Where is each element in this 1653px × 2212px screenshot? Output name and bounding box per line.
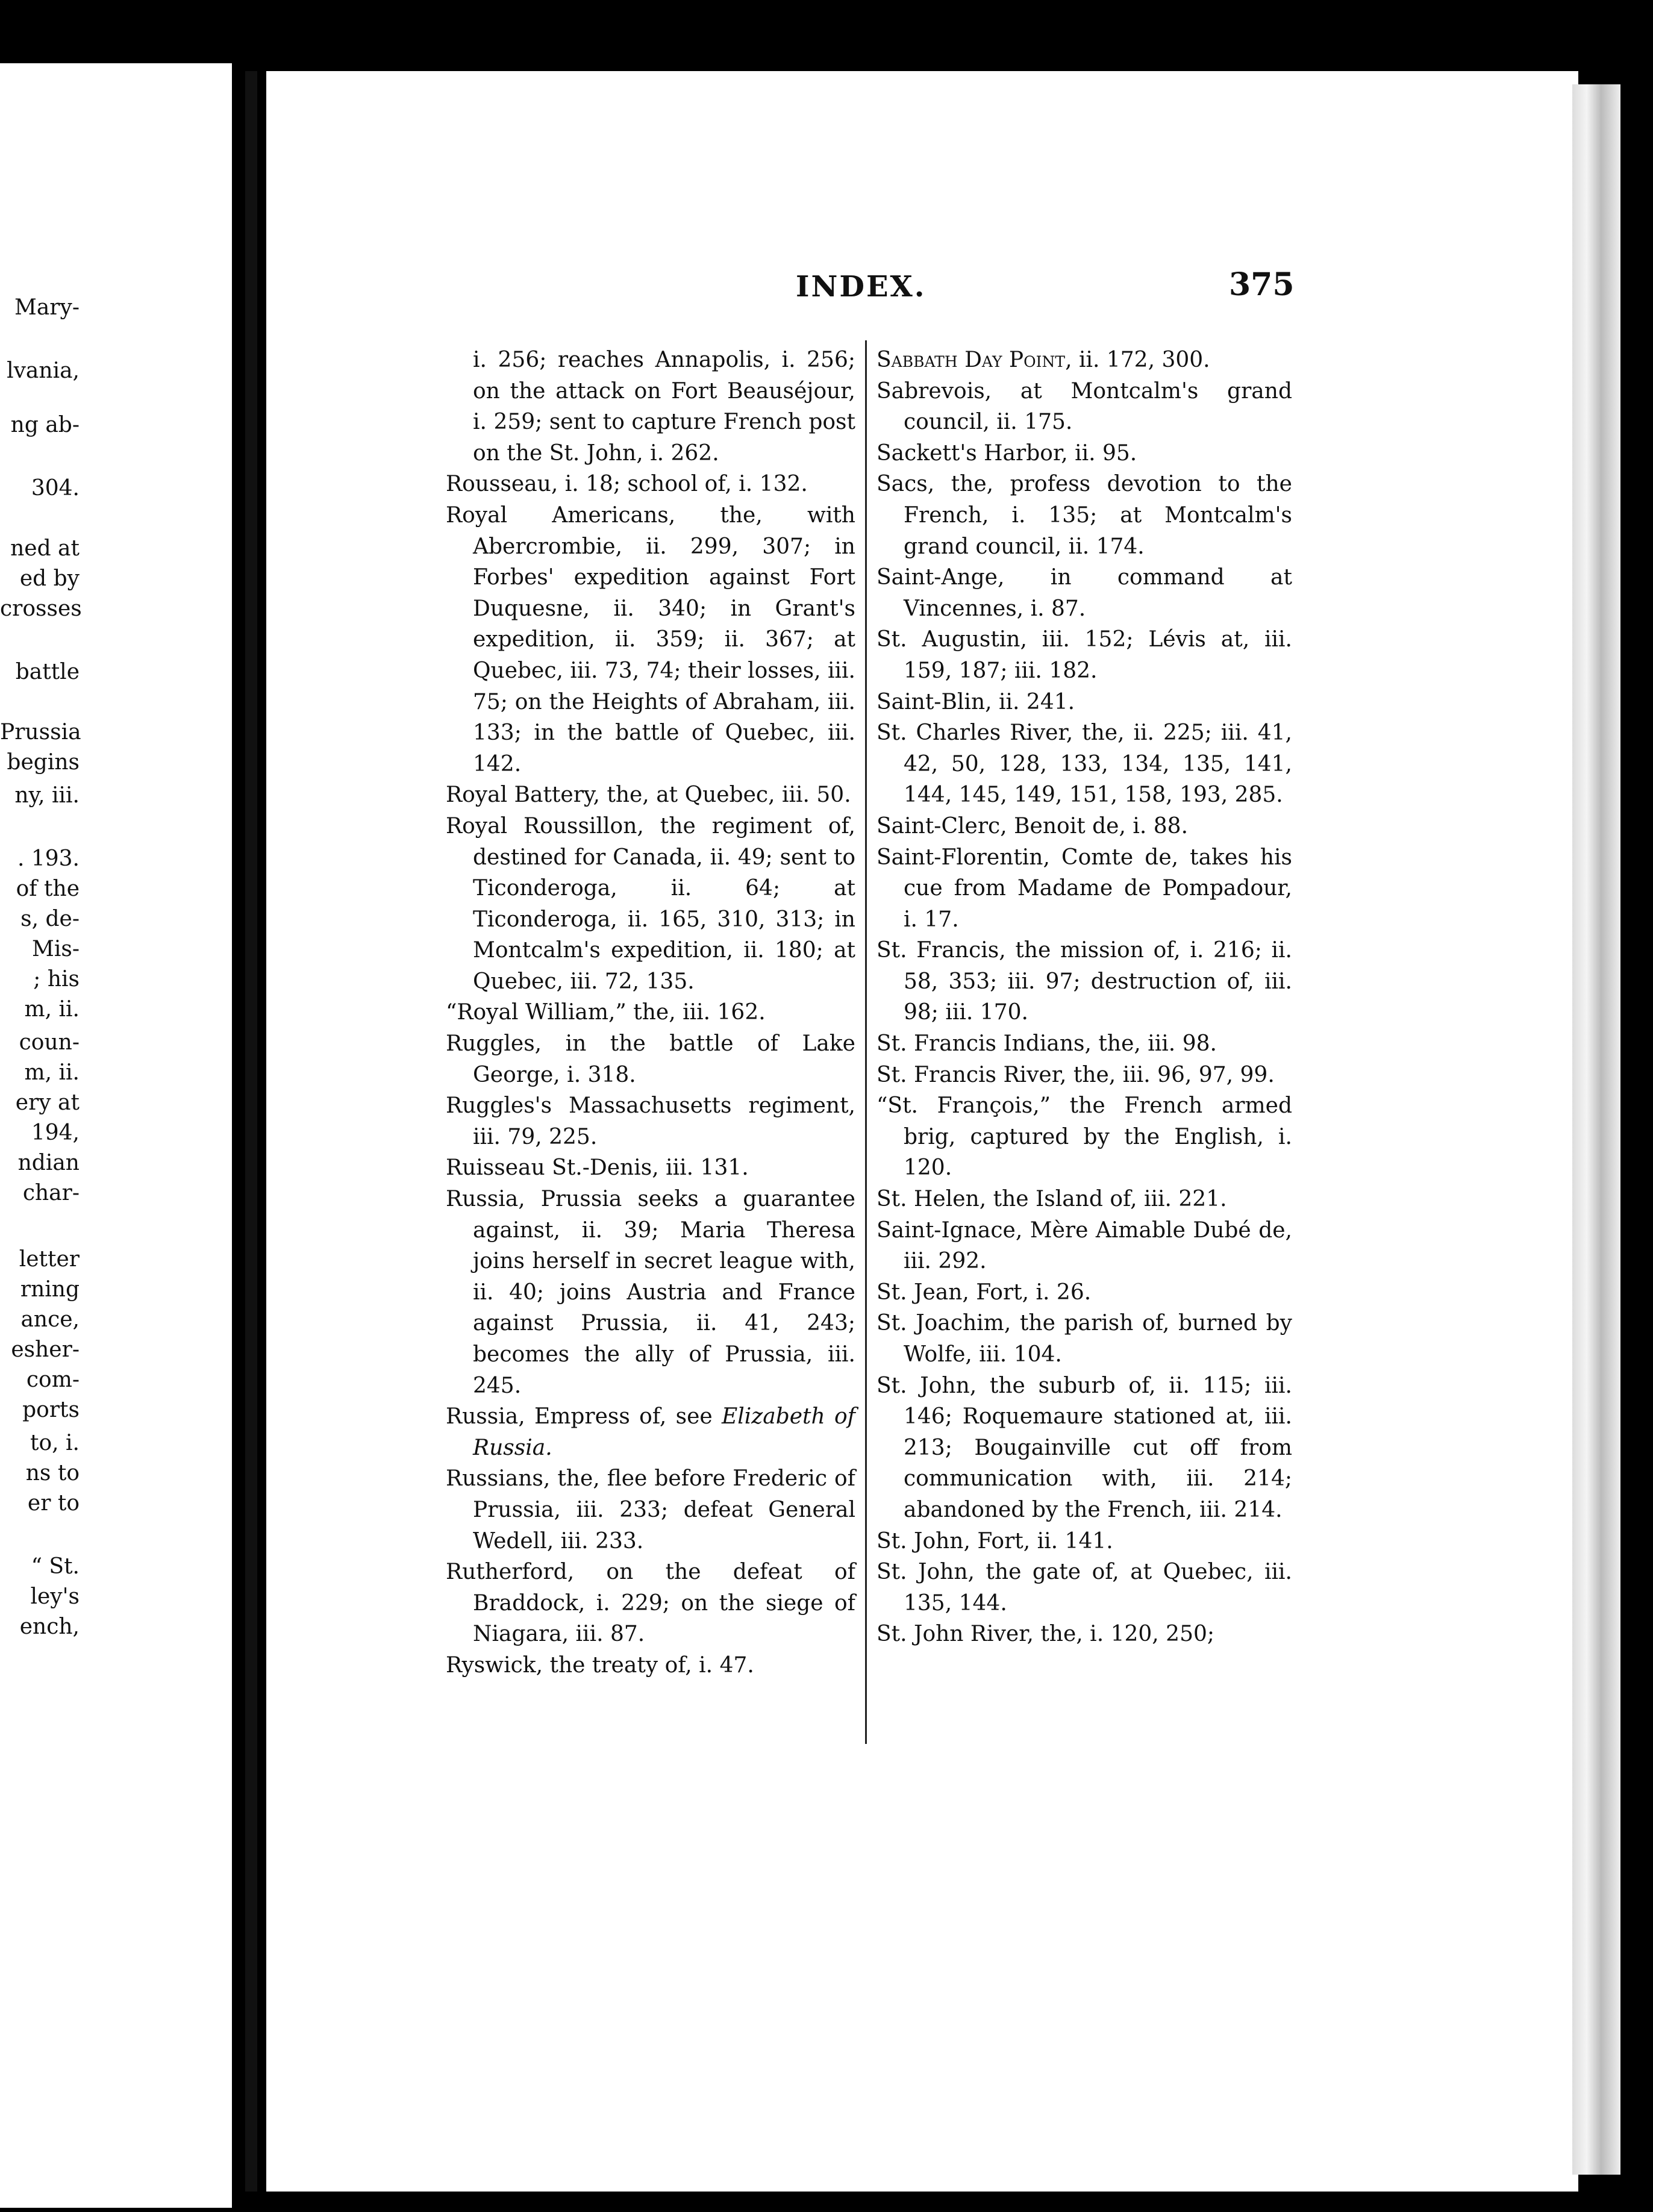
book-spine — [245, 71, 257, 2192]
facing-page-text: begins — [7, 750, 80, 775]
index-entry — [876, 842, 1292, 936]
index-entry — [876, 1526, 1292, 1557]
index-entry-text: Saint-Clerc, Benoit de, i. 88. — [876, 813, 1189, 839]
index-column-left — [446, 345, 855, 1681]
index-entry-text: St. Joachim, the parish of, burned by Wolfe, iii. 104. — [876, 1311, 1292, 1367]
facing-page-text: ance, — [20, 1307, 80, 1332]
facing-page-text: ley's — [30, 1584, 80, 1609]
index-entry-text: Sabbath Day Point — [876, 348, 1066, 372]
page-edge — [1572, 84, 1620, 2175]
index-entry-text: , ii. 172, 300. — [1065, 348, 1210, 372]
page-number: 375 — [1229, 266, 1295, 303]
index-entry-text: Saint-Blin, ii. 241. — [876, 689, 1075, 714]
index-entry — [446, 780, 855, 811]
facing-page-text: ery at — [15, 1090, 80, 1115]
index-entry-text: “St. François,” the French armed brig, captured by the English, i. 120. — [876, 1093, 1292, 1181]
facing-page-text: of the — [16, 876, 80, 901]
index-entry — [446, 1463, 855, 1557]
index-entry-text: “Royal William,” the, iii. 162. — [446, 1000, 766, 1025]
index-entry-text: Ryswick, the treaty of, i. 47. — [446, 1652, 754, 1678]
index-entry — [876, 1557, 1292, 1619]
index-entry-text: St. Francis River, the, iii. 96, 97, 99. — [876, 1062, 1275, 1087]
index-entry-text: Sabrevois, at Montcalm's grand council, ii. 175. — [876, 378, 1292, 435]
facing-page-text: “ St. — [31, 1554, 80, 1579]
index-entry — [876, 1370, 1292, 1526]
index-entry — [876, 438, 1292, 469]
index-entry — [876, 1184, 1292, 1215]
index-entry — [446, 1152, 855, 1184]
index-entry — [876, 687, 1292, 718]
index-entry — [446, 469, 855, 500]
facing-page-text: rning — [20, 1277, 80, 1302]
facing-page-text: ports — [22, 1398, 80, 1422]
facing-page-text: crosses — [0, 596, 82, 621]
facing-page-text: letter — [19, 1247, 80, 1272]
index-entry-text: Sacs, the, profess devotion to the French, i. 135; at Montcalm's grand council, ii. 174. — [876, 472, 1292, 559]
facing-page-text: ny, iii. — [14, 783, 80, 808]
index-entry — [446, 1650, 855, 1681]
index-entry-text: St. John, the gate of, at Quebec, iii. 135, 144. — [876, 1560, 1292, 1616]
index-entry — [876, 717, 1292, 811]
index-entry — [446, 345, 855, 469]
facing-page-text: ng ab- — [10, 413, 80, 437]
index-entry-text: Elizabeth of Russia. — [473, 1404, 855, 1460]
index-entry — [446, 1028, 855, 1090]
index-entry-text: Ruggles, in the battle of Lake George, i. 318. — [446, 1031, 855, 1087]
facing-page-text: ench, — [19, 1614, 80, 1639]
index-entry — [876, 1028, 1292, 1060]
facing-page-text: ndian — [17, 1151, 80, 1175]
facing-page-text: ; his — [33, 967, 80, 992]
index-entry-text: St. Francis Indians, the, iii. 98. — [876, 1031, 1217, 1057]
facing-page-text: 194, — [31, 1120, 80, 1145]
index-entry — [876, 345, 1292, 376]
index-entry-text: Russia, Prussia seeks a guarantee against, ii. 39; Maria Theresa joins herself in secret league with, ii. 40; joins Austria and France against Prussia, ii. 41, 243; becomes the ally of Prussia, iii. 245. — [446, 1187, 855, 1398]
facing-page-text: m, ii. — [24, 1060, 80, 1085]
facing-page-text: Prussia — [0, 720, 81, 745]
facing-page-text: 304. — [31, 476, 80, 501]
index-entry — [876, 1060, 1292, 1091]
facing-page-text: Mis- — [31, 937, 80, 961]
column-divider — [865, 340, 867, 1744]
index-column-right — [876, 345, 1292, 1650]
index-entry-text: Russians, the, flee before Frederic of Prussia, iii. 233; defeat General Wedell, iii. 233. — [446, 1466, 855, 1554]
index-entry — [446, 997, 855, 1028]
index-entry — [876, 1308, 1292, 1370]
index-entry-text: St. Helen, the Island of, iii. 221. — [876, 1187, 1227, 1212]
facing-page-text: com- — [26, 1367, 80, 1392]
facing-page-text: Mary- — [14, 295, 80, 320]
index-entry-text: i. 256; reaches Annapolis, i. 256; on the attack on Fort Beauséjour, i. 259; sent to capture French post on the St. John, i. 262. — [473, 348, 855, 466]
index-entry — [876, 624, 1292, 686]
index-entry — [446, 1557, 855, 1650]
index-entry-text: St. Augustin, iii. 152; Lévis at, iii. 159, 187; iii. 182. — [876, 627, 1292, 683]
index-entry — [876, 1619, 1292, 1650]
index-entry-text: Saint-Ange, in command at Vincennes, i. 87. — [876, 565, 1292, 621]
facing-page-text: . 193. — [17, 846, 80, 871]
index-entry-text: Ruggles's Massachusetts regiment, iii. 79, 225. — [446, 1093, 855, 1149]
index-entry-text: St. John River, the, i. 120, 250; — [876, 1622, 1215, 1647]
index-entry — [446, 1401, 855, 1463]
index-entry — [876, 935, 1292, 1028]
index-entry-text: Ruisseau St.-Denis, iii. 131. — [446, 1155, 749, 1181]
facing-page-text: lvania, — [7, 358, 80, 383]
facing-page-text: ed by — [19, 566, 80, 591]
index-entry — [446, 811, 855, 998]
index-entry-text: Saint-Ignace, Mère Aimable Dubé de, iii. 292. — [876, 1217, 1292, 1274]
index-entry-text: Royal Americans, the, with Abercrombie, ii. 299, 307; in Forbes' expedition against Fort Duquesne, ii. 340; in Grant's expedition, ii. 359; ii. 367; at Quebec, iii. 73, 74; their losses, iii. 75; on the Heights of Abraham, iii. 133; in the battle of Quebec, iii. 142. — [446, 502, 855, 776]
facing-page-text: to, i. — [30, 1431, 80, 1455]
index-entry — [876, 376, 1292, 438]
index-entry — [876, 469, 1292, 562]
index-entry-text: Sackett's Harbor, ii. 95. — [876, 440, 1137, 466]
index-entry — [446, 500, 855, 780]
facing-page-text: s, de- — [20, 907, 80, 931]
index-entry-text: St. Jean, Fort, i. 26. — [876, 1279, 1092, 1305]
index-entry — [446, 1090, 855, 1152]
facing-page-text: char- — [22, 1181, 80, 1205]
facing-page-text: er to — [27, 1491, 80, 1516]
facing-page-text: esher- — [11, 1337, 80, 1362]
facing-page-text: ns to — [25, 1461, 80, 1486]
index-entry — [876, 1277, 1292, 1308]
index-entry — [876, 811, 1292, 842]
facing-page-text: coun- — [19, 1030, 80, 1055]
facing-page-text: ned at — [10, 536, 80, 561]
index-entry-text: Royal Roussillon, the regiment of, destined for Canada, ii. 49; sent to Ticonderoga, ii. 64; at Ticonderoga, ii. 165, 310, 313; in Montcalm's expedition, ii. 180; at Quebec, iii. 72, 135. — [446, 813, 855, 994]
facing-page — [0, 63, 232, 2208]
index-entry-text: Rutherford, on the defeat of Braddock, i. 229; on the siege of Niagara, iii. 87. — [446, 1560, 855, 1647]
index-entry-text: St. Charles River, the, ii. 225; iii. 41, 42, 50, 128, 133, 134, 135, 141, 144, 145, 149, 151, 158, 193, 285. — [876, 720, 1292, 808]
index-entry — [876, 1090, 1292, 1184]
index-entry-text: St. John, Fort, ii. 141. — [876, 1528, 1113, 1554]
index-entry-text: Royal Battery, the, at Quebec, iii. 50. — [446, 783, 851, 808]
index-entry — [876, 562, 1292, 624]
index-entry-text: St. Francis, the mission of, i. 216; ii. 58, 353; iii. 97; destruction of, iii. 98; iii. 170. — [876, 938, 1292, 1025]
page-title: INDEX. — [796, 270, 926, 304]
facing-page-text: battle — [15, 660, 80, 684]
facing-page-text: m, ii. — [24, 997, 80, 1022]
index-entry-text: Rousseau, i. 18; school of, i. 132. — [446, 472, 808, 497]
index-entry — [446, 1184, 855, 1401]
index-entry-text: St. John, the suburb of, ii. 115; iii. 146; Roquemaure stationed at, iii. 213; Bougainville cut off from communication with, iii. 214; abandoned by the French, iii. 214. — [876, 1373, 1292, 1522]
index-entry-text: Saint-Florentin, Comte de, takes his cue from Madame de Pompadour, i. 17. — [876, 845, 1292, 932]
index-entry-text: Russia, Empress of, see — [446, 1404, 722, 1429]
index-entry — [876, 1215, 1292, 1277]
